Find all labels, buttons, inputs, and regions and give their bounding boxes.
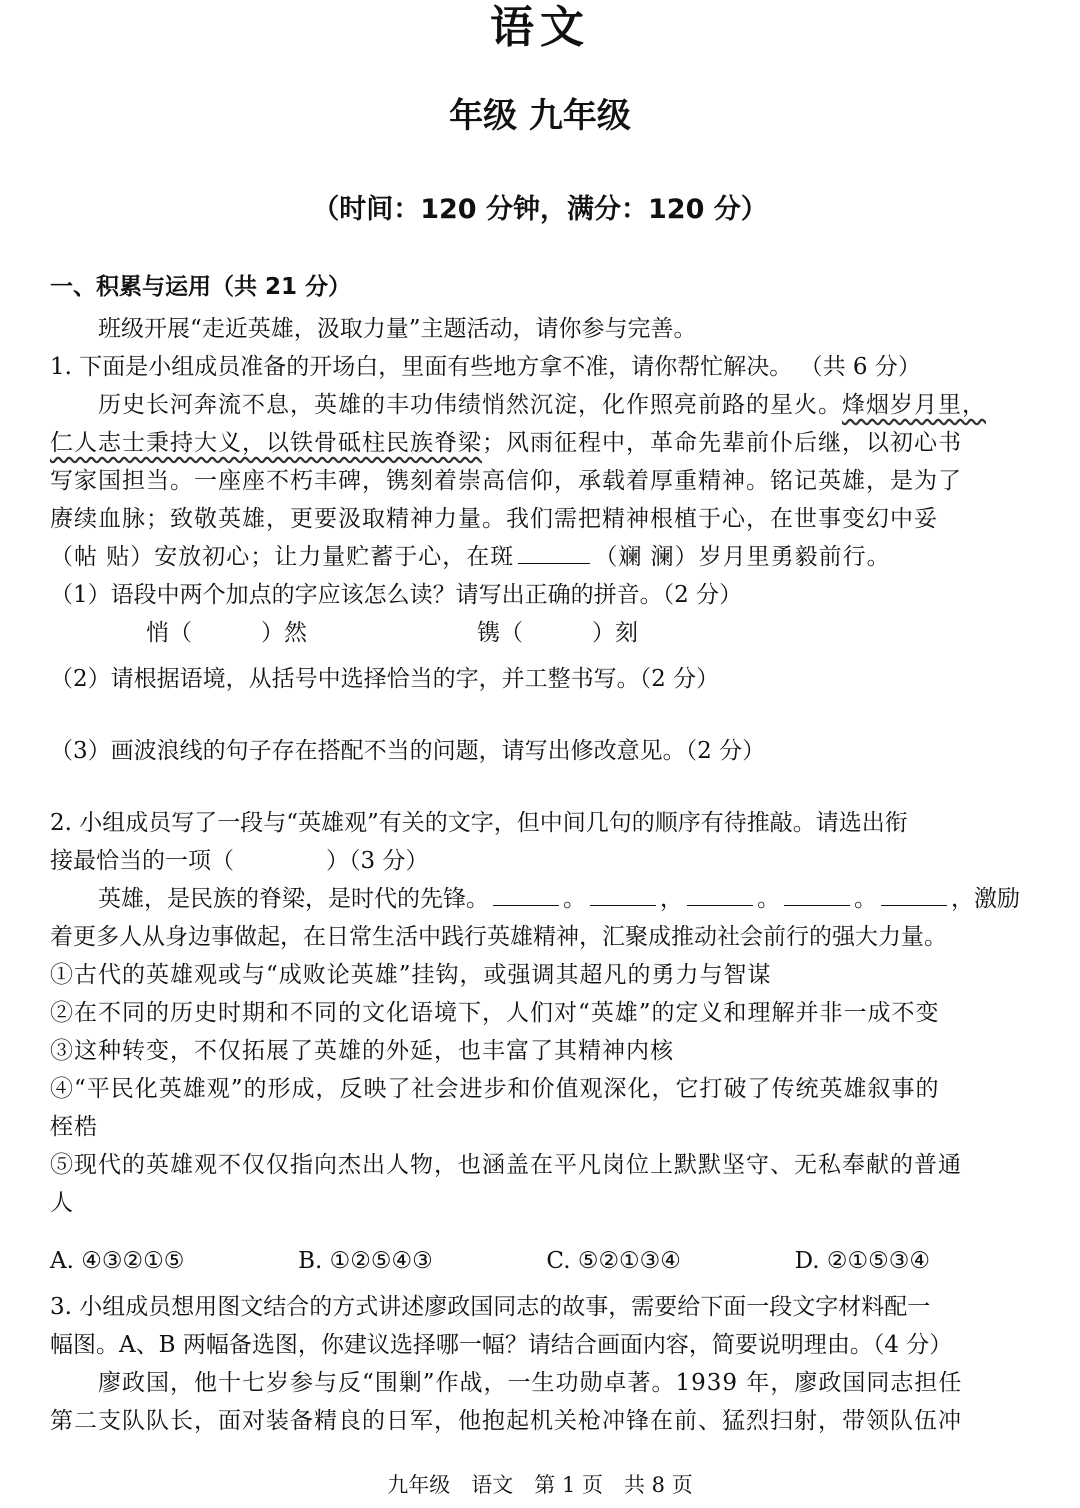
q2-item-1: ①古代的英雄观或与“成败论英雄”挂钩，或强调其超凡的勇力与智谋 [50, 962, 772, 988]
answer-space[interactable] [50, 770, 1042, 804]
q1-passage-text: 历史长河奔流不息，英雄的丰功伟绩悄然沉淀，化作照亮前路的星火。 [98, 392, 842, 418]
q1-passage-line-1 [50, 386, 1042, 424]
q1-sub3: （3）画波浪线的句子存在搭配不当的问题，请写出修改意见。（2 分） [50, 738, 766, 764]
order-blank[interactable] [687, 885, 753, 906]
q2-stem-line-2: 接最恰当的一项（ ）（3 分） [50, 848, 429, 874]
q1-passage-line-3: 写家国担当。一座座不朽丰碑，镌刻着崇高信仰，承载着厚重精神。铭记英雄，是为了 [50, 468, 962, 494]
timing-info: （时间：120 分钟，满分：120 分） [312, 194, 768, 225]
order-blank[interactable] [881, 885, 947, 906]
section-heading: 一、积累与运用（共 21 分） [50, 274, 352, 300]
q1-wavy-sentence-end: 仁人志士秉持大义，以铁骨砥柱民族脊梁 [50, 430, 482, 456]
pinyin-blank-2[interactable]: 镌（ ）刻 [477, 620, 638, 646]
q1-passage-text: （帖 贴）安放初心；让力量贮蓄于心，在斑 [50, 544, 515, 570]
pinyin-blank-1[interactable]: 悄（ ）然 [146, 620, 307, 646]
q1-sub2: （2）请根据语境，从括号中选择恰当的字，并工整书写。（2 分） [50, 666, 720, 692]
q3-passage-line-1: 廖政国，他十七岁参与反“围剿”作战，一生功勋卓著。1939 年，廖政国同志担任 [98, 1370, 963, 1396]
exam-title: 语文 [490, 2, 590, 53]
q1-passage-line-4: 赓续血脉；致敬英雄，更要汲取精神力量。我们需把精神根植于心，在世事变幻中妥 [50, 506, 938, 532]
order-blank[interactable] [784, 885, 850, 906]
q1-passage-text: （斓 澜）岁月里勇毅前行。 [594, 544, 891, 570]
q2-options [50, 1242, 930, 1280]
q2-item-5-line-1: ⑤现代的英雄观不仅仅指向杰出人物，也涵盖在平凡岗位上默默坚守、无私奉献的普通 [50, 1152, 962, 1178]
section-intro: 班级开展“走近英雄，汲取力量”主题活动，请你参与完善。 [98, 316, 697, 342]
q2-item-5-line-2: 人 [50, 1190, 74, 1216]
q2-passage-text: 英雄，是民族的脊梁，是时代的先锋。 [98, 886, 489, 912]
q3-passage-line-2: 第二支队队长，面对装备精良的日军，他抱起机关枪冲锋在前、猛烈扫射，带领队伍冲 [50, 1408, 962, 1434]
option-b[interactable]: B. ①②⑤④③ [298, 1248, 433, 1274]
option-d[interactable]: D. ②①⑤③④ [794, 1248, 930, 1274]
answer-space[interactable] [50, 698, 1042, 732]
option-c[interactable]: C. ⑤②①③④ [546, 1248, 681, 1274]
q2-passage-line-2: 着更多人从身边事做起，在日常生活中践行英雄精神，汇聚成推动社会前行的强大力量。 [50, 924, 947, 950]
order-blank[interactable] [493, 885, 559, 906]
q1-passage-line-5 [50, 538, 1042, 576]
exam-body [50, 268, 1042, 1440]
q1-stem: 1. 下面是小组成员准备的开场白，里面有些地方拿不准，请你帮忙解决。 （共 6 分） [50, 354, 921, 380]
answer-blank[interactable] [518, 543, 590, 564]
q3-stem-line-2: 幅图。A、B 两幅备选图，你建议选择哪一幅？请结合画面内容，简要说明理由。（4 分） [50, 1332, 953, 1358]
q2-item-4-line-1: ④“平民化英雄观”的形成，反映了社会进步和价值观深化，它打破了传统英雄叙事的 [50, 1076, 940, 1102]
q3-stem-line-1: 3. 小组成员想用图文结合的方式讲述廖政国同志的故事，需要给下面一段文字材料配一 [50, 1294, 931, 1320]
q1-sub1: （1）语段中两个加点的字应该怎么读？请写出正确的拼音。（2 分） [50, 582, 743, 608]
q2-item-2: ②在不同的历史时期和不同的文化语境下，人们对“英雄”的定义和理解并非一成不变 [50, 1000, 940, 1026]
q1-pinyin-row [50, 614, 1042, 652]
q2-passage-text: ，激励 [951, 886, 1020, 912]
q2-passage-line-1: 英雄，是民族的脊梁，是时代的先锋。 。 ， 。 。 ，激励 [98, 886, 1020, 912]
q2-stem-line-1: 2. 小组成员写了一段与“英雄观”有关的文字，但中间几句的顺序有待推敲。请选出衔 [50, 810, 908, 836]
q1-passage-text: ；风雨征程中，革命先辈前仆后继，以初心书 [482, 430, 962, 456]
q2-item-3: ③这种转变，不仅拓展了英雄的外延，也丰富了其精神内核 [50, 1038, 674, 1064]
grade-label: 年级 九年级 [449, 96, 631, 136]
q1-passage-line-2 [50, 424, 1042, 462]
order-blank[interactable] [590, 885, 656, 906]
page-footer: 九年级 语文 第 1 页 共 8 页 [387, 1473, 693, 1497]
option-a[interactable]: A. ④③②①⑤ [50, 1248, 185, 1274]
q2-item-4-line-2: 桎梏 [50, 1114, 98, 1140]
q1-wavy-sentence-start: 烽烟岁月里， [842, 392, 986, 418]
